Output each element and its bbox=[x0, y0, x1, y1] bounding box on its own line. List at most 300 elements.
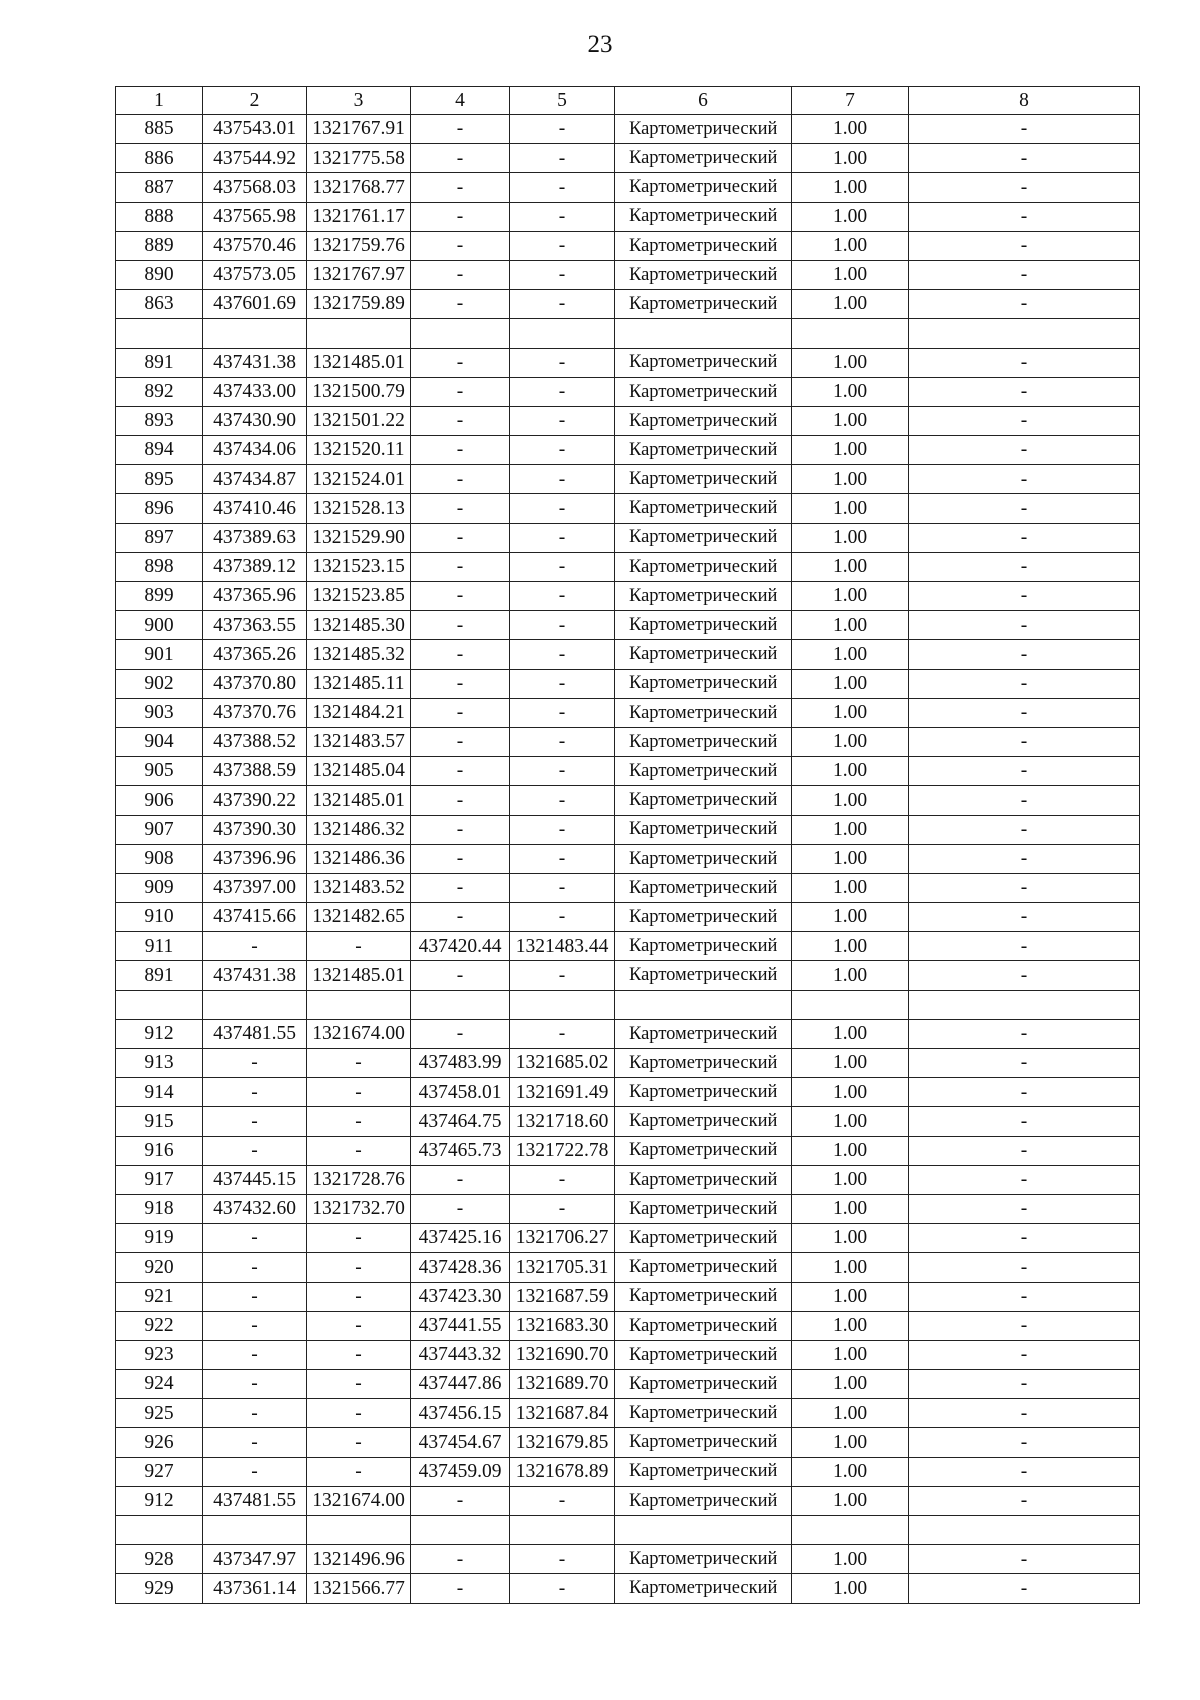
point-number-cell: 909 bbox=[116, 873, 203, 902]
table-row bbox=[116, 260, 1140, 289]
x-coordinate-cell: 437370.76 bbox=[203, 698, 307, 727]
description-cell: - bbox=[909, 582, 1140, 611]
x-coordinate-cell: - bbox=[203, 1224, 307, 1253]
y-coordinate-cell: 1321485.32 bbox=[307, 640, 411, 669]
point-number-cell: 895 bbox=[116, 465, 203, 494]
y-alt-coordinate-cell: 1321706.27 bbox=[510, 1224, 615, 1253]
table-row bbox=[116, 757, 1140, 786]
method-cell: Картометрический bbox=[615, 611, 792, 640]
y-coordinate-cell: - bbox=[307, 1399, 411, 1428]
x-alt-coordinate-cell: 437456.15 bbox=[411, 1399, 510, 1428]
y-coordinate-cell: 1321674.00 bbox=[307, 1019, 411, 1048]
accuracy-cell: 1.00 bbox=[792, 640, 909, 669]
table-row bbox=[116, 698, 1140, 727]
x-alt-coordinate-cell: - bbox=[411, 611, 510, 640]
description-cell: - bbox=[909, 903, 1140, 932]
y-alt-coordinate-cell: - bbox=[510, 669, 615, 698]
x-alt-coordinate-cell: - bbox=[411, 144, 510, 173]
table-row bbox=[116, 611, 1140, 640]
description-cell: - bbox=[909, 144, 1140, 173]
y-coordinate-cell: 1321767.97 bbox=[307, 260, 411, 289]
x-coordinate-cell: 437544.92 bbox=[203, 144, 307, 173]
description-cell: - bbox=[909, 1224, 1140, 1253]
column-header: 3 bbox=[307, 87, 411, 115]
accuracy-cell: 1.00 bbox=[792, 377, 909, 406]
method-cell: Картометрический bbox=[615, 932, 792, 961]
x-coordinate-cell: 437445.15 bbox=[203, 1165, 307, 1194]
y-coordinate-cell: - bbox=[307, 932, 411, 961]
y-alt-coordinate-cell: - bbox=[510, 348, 615, 377]
table-row bbox=[116, 932, 1140, 961]
x-alt-coordinate-cell: 437441.55 bbox=[411, 1311, 510, 1340]
y-alt-coordinate-cell: - bbox=[510, 1194, 615, 1223]
table-body bbox=[116, 115, 1140, 1604]
accuracy-cell: 1.00 bbox=[792, 1282, 909, 1311]
method-cell: Картометрический bbox=[615, 1574, 792, 1603]
point-number-cell: 906 bbox=[116, 786, 203, 815]
accuracy-cell bbox=[792, 1516, 909, 1545]
description-cell: - bbox=[909, 377, 1140, 406]
table-row bbox=[116, 1107, 1140, 1136]
description-cell bbox=[909, 990, 1140, 1019]
description-cell: - bbox=[909, 1165, 1140, 1194]
y-coordinate-cell: - bbox=[307, 1428, 411, 1457]
description-cell: - bbox=[909, 815, 1140, 844]
y-coordinate-cell: 1321485.04 bbox=[307, 757, 411, 786]
table-header-row bbox=[116, 87, 1140, 115]
point-number-cell: 911 bbox=[116, 932, 203, 961]
y-coordinate-cell: 1321759.76 bbox=[307, 231, 411, 260]
point-number-cell: 863 bbox=[116, 290, 203, 319]
x-alt-coordinate-cell: - bbox=[411, 903, 510, 932]
y-coordinate-cell: 1321761.17 bbox=[307, 202, 411, 231]
table-row bbox=[116, 727, 1140, 756]
table-row bbox=[116, 406, 1140, 435]
point-number-cell: 896 bbox=[116, 494, 203, 523]
description-cell: - bbox=[909, 290, 1140, 319]
x-alt-coordinate-cell: - bbox=[411, 844, 510, 873]
page-number: 23 bbox=[587, 31, 613, 58]
table-separator-row bbox=[116, 319, 1140, 348]
y-alt-coordinate-cell: - bbox=[510, 290, 615, 319]
y-alt-coordinate-cell: - bbox=[510, 815, 615, 844]
y-coordinate-cell: 1321768.77 bbox=[307, 173, 411, 202]
y-coordinate-cell: 1321500.79 bbox=[307, 377, 411, 406]
description-cell: - bbox=[909, 698, 1140, 727]
x-alt-coordinate-cell: - bbox=[411, 115, 510, 144]
method-cell: Картометрический bbox=[615, 815, 792, 844]
y-coordinate-cell: 1321524.01 bbox=[307, 465, 411, 494]
y-coordinate-cell: - bbox=[307, 1136, 411, 1165]
method-cell: Картометрический bbox=[615, 1049, 792, 1078]
table-row bbox=[116, 348, 1140, 377]
method-cell: Картометрический bbox=[615, 1428, 792, 1457]
table-row bbox=[116, 1019, 1140, 1048]
y-alt-coordinate-cell: 1321687.84 bbox=[510, 1399, 615, 1428]
x-coordinate-cell: 437433.00 bbox=[203, 377, 307, 406]
x-coordinate-cell: 437370.80 bbox=[203, 669, 307, 698]
point-number-cell: 890 bbox=[116, 260, 203, 289]
point-number-cell: 922 bbox=[116, 1311, 203, 1340]
accuracy-cell: 1.00 bbox=[792, 406, 909, 435]
y-alt-coordinate-cell: 1321691.49 bbox=[510, 1078, 615, 1107]
description-cell: - bbox=[909, 873, 1140, 902]
description-cell: - bbox=[909, 786, 1140, 815]
point-number-cell: 905 bbox=[116, 757, 203, 786]
x-alt-coordinate-cell: 437465.73 bbox=[411, 1136, 510, 1165]
table-row bbox=[116, 903, 1140, 932]
y-alt-coordinate-cell: - bbox=[510, 903, 615, 932]
description-cell: - bbox=[909, 1078, 1140, 1107]
description-cell: - bbox=[909, 640, 1140, 669]
y-coordinate-cell: 1321485.01 bbox=[307, 786, 411, 815]
column-header: 2 bbox=[203, 87, 307, 115]
description-cell: - bbox=[909, 552, 1140, 581]
x-alt-coordinate-cell: - bbox=[411, 523, 510, 552]
method-cell: Картометрический bbox=[615, 1545, 792, 1574]
x-alt-coordinate-cell: - bbox=[411, 815, 510, 844]
point-number-cell: 891 bbox=[116, 961, 203, 990]
table-row bbox=[116, 786, 1140, 815]
y-coordinate-cell: 1321483.52 bbox=[307, 873, 411, 902]
accuracy-cell: 1.00 bbox=[792, 1340, 909, 1369]
accuracy-cell: 1.00 bbox=[792, 1224, 909, 1253]
table-row bbox=[116, 1370, 1140, 1399]
method-cell: Картометрический bbox=[615, 1165, 792, 1194]
y-alt-coordinate-cell: - bbox=[510, 961, 615, 990]
y-alt-coordinate-cell: 1321678.89 bbox=[510, 1457, 615, 1486]
x-alt-coordinate-cell: - bbox=[411, 260, 510, 289]
method-cell bbox=[615, 319, 792, 348]
x-alt-coordinate-cell: - bbox=[411, 290, 510, 319]
x-coordinate-cell: - bbox=[203, 1428, 307, 1457]
method-cell: Картометрический bbox=[615, 727, 792, 756]
y-coordinate-cell: 1321486.36 bbox=[307, 844, 411, 873]
description-cell: - bbox=[909, 757, 1140, 786]
accuracy-cell: 1.00 bbox=[792, 1457, 909, 1486]
method-cell: Картометрический bbox=[615, 1019, 792, 1048]
description-cell: - bbox=[909, 1311, 1140, 1340]
y-alt-coordinate-cell: - bbox=[510, 757, 615, 786]
x-alt-coordinate-cell: 437423.30 bbox=[411, 1282, 510, 1311]
accuracy-cell: 1.00 bbox=[792, 669, 909, 698]
y-coordinate-cell: - bbox=[307, 1107, 411, 1136]
accuracy-cell: 1.00 bbox=[792, 844, 909, 873]
x-alt-coordinate-cell: 437447.86 bbox=[411, 1370, 510, 1399]
x-coordinate-cell: - bbox=[203, 1253, 307, 1282]
point-number-cell: 924 bbox=[116, 1370, 203, 1399]
y-alt-coordinate-cell: - bbox=[510, 1486, 615, 1515]
point-number-cell: 913 bbox=[116, 1049, 203, 1078]
x-alt-coordinate-cell: - bbox=[411, 669, 510, 698]
y-alt-coordinate-cell: - bbox=[510, 552, 615, 581]
table-row bbox=[116, 1253, 1140, 1282]
point-number-cell: 886 bbox=[116, 144, 203, 173]
point-number-cell: 927 bbox=[116, 1457, 203, 1486]
x-alt-coordinate-cell: - bbox=[411, 727, 510, 756]
description-cell: - bbox=[909, 348, 1140, 377]
x-alt-coordinate-cell: 437458.01 bbox=[411, 1078, 510, 1107]
description-cell: - bbox=[909, 1457, 1140, 1486]
accuracy-cell: 1.00 bbox=[792, 727, 909, 756]
table-row bbox=[116, 494, 1140, 523]
method-cell bbox=[615, 990, 792, 1019]
x-alt-coordinate-cell: - bbox=[411, 1574, 510, 1603]
point-number-cell: 894 bbox=[116, 436, 203, 465]
x-alt-coordinate-cell: - bbox=[411, 698, 510, 727]
table-row bbox=[116, 202, 1140, 231]
table-row bbox=[116, 640, 1140, 669]
accuracy-cell: 1.00 bbox=[792, 1545, 909, 1574]
accuracy-cell: 1.00 bbox=[792, 611, 909, 640]
column-header: 6 bbox=[615, 87, 792, 115]
accuracy-cell: 1.00 bbox=[792, 115, 909, 144]
point-number-cell: 903 bbox=[116, 698, 203, 727]
y-coordinate-cell: 1321485.30 bbox=[307, 611, 411, 640]
x-alt-coordinate-cell bbox=[411, 990, 510, 1019]
column-header: 7 bbox=[792, 87, 909, 115]
y-coordinate-cell: 1321485.01 bbox=[307, 348, 411, 377]
point-number-cell: 901 bbox=[116, 640, 203, 669]
table-row bbox=[116, 844, 1140, 873]
x-coordinate-cell: 437434.06 bbox=[203, 436, 307, 465]
point-number-cell: 925 bbox=[116, 1399, 203, 1428]
accuracy-cell bbox=[792, 319, 909, 348]
y-coordinate-cell: 1321528.13 bbox=[307, 494, 411, 523]
table-row bbox=[116, 465, 1140, 494]
column-header: 4 bbox=[411, 87, 510, 115]
x-alt-coordinate-cell: 437420.44 bbox=[411, 932, 510, 961]
description-cell: - bbox=[909, 1574, 1140, 1603]
point-number-cell: 926 bbox=[116, 1428, 203, 1457]
point-number-cell: 929 bbox=[116, 1574, 203, 1603]
description-cell: - bbox=[909, 436, 1140, 465]
y-coordinate-cell: 1321759.89 bbox=[307, 290, 411, 319]
description-cell: - bbox=[909, 1049, 1140, 1078]
x-alt-coordinate-cell: - bbox=[411, 377, 510, 406]
accuracy-cell: 1.00 bbox=[792, 1049, 909, 1078]
x-alt-coordinate-cell: - bbox=[411, 1194, 510, 1223]
point-number-cell: 907 bbox=[116, 815, 203, 844]
x-coordinate-cell: 437601.69 bbox=[203, 290, 307, 319]
y-coordinate-cell: 1321529.90 bbox=[307, 523, 411, 552]
column-header: 1 bbox=[116, 87, 203, 115]
method-cell: Картометрический bbox=[615, 1457, 792, 1486]
x-alt-coordinate-cell: - bbox=[411, 494, 510, 523]
x-alt-coordinate-cell: - bbox=[411, 873, 510, 902]
method-cell: Картометрический bbox=[615, 1340, 792, 1369]
description-cell: - bbox=[909, 173, 1140, 202]
table-row bbox=[116, 1428, 1140, 1457]
method-cell bbox=[615, 1516, 792, 1545]
x-coordinate-cell: - bbox=[203, 1457, 307, 1486]
accuracy-cell: 1.00 bbox=[792, 1370, 909, 1399]
description-cell: - bbox=[909, 202, 1140, 231]
accuracy-cell: 1.00 bbox=[792, 173, 909, 202]
accuracy-cell: 1.00 bbox=[792, 1253, 909, 1282]
y-alt-coordinate-cell: - bbox=[510, 260, 615, 289]
table-row bbox=[116, 1194, 1140, 1223]
x-coordinate-cell: - bbox=[203, 1370, 307, 1399]
point-number-cell bbox=[116, 319, 203, 348]
point-number-cell: 897 bbox=[116, 523, 203, 552]
y-coordinate-cell: 1321767.91 bbox=[307, 115, 411, 144]
x-alt-coordinate-cell: - bbox=[411, 1019, 510, 1048]
accuracy-cell: 1.00 bbox=[792, 873, 909, 902]
x-alt-coordinate-cell: 437425.16 bbox=[411, 1224, 510, 1253]
point-number-cell: 920 bbox=[116, 1253, 203, 1282]
description-cell: - bbox=[909, 523, 1140, 552]
description-cell: - bbox=[909, 1194, 1140, 1223]
point-number-cell: 918 bbox=[116, 1194, 203, 1223]
accuracy-cell: 1.00 bbox=[792, 1078, 909, 1107]
x-coordinate-cell: - bbox=[203, 1078, 307, 1107]
y-coordinate-cell: 1321775.58 bbox=[307, 144, 411, 173]
point-number-cell: 891 bbox=[116, 348, 203, 377]
accuracy-cell: 1.00 bbox=[792, 1486, 909, 1515]
table-row bbox=[116, 1574, 1140, 1603]
table-row bbox=[116, 582, 1140, 611]
description-cell: - bbox=[909, 1370, 1140, 1399]
description-cell: - bbox=[909, 494, 1140, 523]
description-cell: - bbox=[909, 1545, 1140, 1574]
x-coordinate-cell: 437365.96 bbox=[203, 582, 307, 611]
table-row bbox=[116, 173, 1140, 202]
table-separator-row bbox=[116, 1516, 1140, 1545]
x-alt-coordinate-cell: - bbox=[411, 231, 510, 260]
table-row bbox=[116, 815, 1140, 844]
method-cell: Картометрический bbox=[615, 873, 792, 902]
x-coordinate-cell: 437363.55 bbox=[203, 611, 307, 640]
method-cell: Картометрический bbox=[615, 698, 792, 727]
x-coordinate-cell: - bbox=[203, 1311, 307, 1340]
x-alt-coordinate-cell: - bbox=[411, 406, 510, 435]
method-cell: Картометрический bbox=[615, 231, 792, 260]
accuracy-cell: 1.00 bbox=[792, 523, 909, 552]
table-row bbox=[116, 1049, 1140, 1078]
table-row bbox=[116, 961, 1140, 990]
point-number-cell: 889 bbox=[116, 231, 203, 260]
x-coordinate-cell: 437410.46 bbox=[203, 494, 307, 523]
point-number-cell: 902 bbox=[116, 669, 203, 698]
method-cell: Картометрический bbox=[615, 1282, 792, 1311]
method-cell: Картометрический bbox=[615, 961, 792, 990]
y-alt-coordinate-cell: - bbox=[510, 231, 615, 260]
y-coordinate-cell: 1321728.76 bbox=[307, 1165, 411, 1194]
point-number-cell: 899 bbox=[116, 582, 203, 611]
table-row bbox=[116, 231, 1140, 260]
method-cell: Картометрический bbox=[615, 173, 792, 202]
y-coordinate-cell: - bbox=[307, 1224, 411, 1253]
table-row bbox=[116, 115, 1140, 144]
x-alt-coordinate-cell: - bbox=[411, 202, 510, 231]
x-alt-coordinate-cell bbox=[411, 1516, 510, 1545]
method-cell: Картометрический bbox=[615, 1370, 792, 1399]
description-cell: - bbox=[909, 844, 1140, 873]
table-row bbox=[116, 1545, 1140, 1574]
y-alt-coordinate-cell: 1321722.78 bbox=[510, 1136, 615, 1165]
table-row bbox=[116, 1078, 1140, 1107]
accuracy-cell: 1.00 bbox=[792, 757, 909, 786]
point-number-cell: 928 bbox=[116, 1545, 203, 1574]
y-alt-coordinate-cell: 1321718.60 bbox=[510, 1107, 615, 1136]
accuracy-cell bbox=[792, 990, 909, 1019]
table-row bbox=[116, 1486, 1140, 1515]
x-coordinate-cell bbox=[203, 319, 307, 348]
table-row bbox=[116, 290, 1140, 319]
method-cell: Картометрический bbox=[615, 1136, 792, 1165]
y-alt-coordinate-cell: - bbox=[510, 698, 615, 727]
x-coordinate-cell: - bbox=[203, 1136, 307, 1165]
method-cell: Картометрический bbox=[615, 1399, 792, 1428]
point-number-cell: 893 bbox=[116, 406, 203, 435]
x-alt-coordinate-cell: - bbox=[411, 1486, 510, 1515]
x-coordinate-cell: 437431.38 bbox=[203, 961, 307, 990]
x-alt-coordinate-cell: - bbox=[411, 348, 510, 377]
y-coordinate-cell: - bbox=[307, 1078, 411, 1107]
table-row bbox=[116, 1282, 1140, 1311]
point-number-cell: 914 bbox=[116, 1078, 203, 1107]
table-row bbox=[116, 669, 1140, 698]
accuracy-cell: 1.00 bbox=[792, 1311, 909, 1340]
y-alt-coordinate-cell: 1321690.70 bbox=[510, 1340, 615, 1369]
x-alt-coordinate-cell: - bbox=[411, 640, 510, 669]
accuracy-cell: 1.00 bbox=[792, 202, 909, 231]
y-coordinate-cell: 1321520.11 bbox=[307, 436, 411, 465]
description-cell: - bbox=[909, 961, 1140, 990]
x-alt-coordinate-cell: 437483.99 bbox=[411, 1049, 510, 1078]
accuracy-cell: 1.00 bbox=[792, 348, 909, 377]
point-number-cell: 912 bbox=[116, 1486, 203, 1515]
method-cell: Картометрический bbox=[615, 436, 792, 465]
y-alt-coordinate-cell: - bbox=[510, 582, 615, 611]
y-alt-coordinate-cell: - bbox=[510, 1545, 615, 1574]
x-coordinate-cell: 437365.26 bbox=[203, 640, 307, 669]
method-cell: Картометрический bbox=[615, 523, 792, 552]
method-cell: Картометрический bbox=[615, 494, 792, 523]
y-alt-coordinate-cell: - bbox=[510, 1574, 615, 1603]
x-coordinate-cell: 437481.55 bbox=[203, 1019, 307, 1048]
y-alt-coordinate-cell: - bbox=[510, 173, 615, 202]
x-alt-coordinate-cell: 437428.36 bbox=[411, 1253, 510, 1282]
y-alt-coordinate-cell bbox=[510, 319, 615, 348]
method-cell: Картометрический bbox=[615, 144, 792, 173]
coordinates-table bbox=[115, 86, 1140, 1604]
accuracy-cell: 1.00 bbox=[792, 260, 909, 289]
method-cell: Картометрический bbox=[615, 260, 792, 289]
x-coordinate-cell: 437390.22 bbox=[203, 786, 307, 815]
y-alt-coordinate-cell: - bbox=[510, 115, 615, 144]
description-cell: - bbox=[909, 1399, 1140, 1428]
x-coordinate-cell bbox=[203, 990, 307, 1019]
x-coordinate-cell: 437361.14 bbox=[203, 1574, 307, 1603]
y-alt-coordinate-cell: - bbox=[510, 640, 615, 669]
y-alt-coordinate-cell bbox=[510, 1516, 615, 1545]
y-coordinate-cell: 1321523.85 bbox=[307, 582, 411, 611]
x-coordinate-cell: - bbox=[203, 1340, 307, 1369]
y-coordinate-cell: 1321485.11 bbox=[307, 669, 411, 698]
x-alt-coordinate-cell: - bbox=[411, 436, 510, 465]
table-row bbox=[116, 1136, 1140, 1165]
y-alt-coordinate-cell: - bbox=[510, 786, 615, 815]
method-cell: Картометрический bbox=[615, 844, 792, 873]
y-alt-coordinate-cell: - bbox=[510, 436, 615, 465]
accuracy-cell: 1.00 bbox=[792, 786, 909, 815]
y-alt-coordinate-cell: - bbox=[510, 844, 615, 873]
column-header: 8 bbox=[909, 87, 1140, 115]
x-coordinate-cell: - bbox=[203, 1282, 307, 1311]
x-alt-coordinate-cell: - bbox=[411, 1165, 510, 1194]
